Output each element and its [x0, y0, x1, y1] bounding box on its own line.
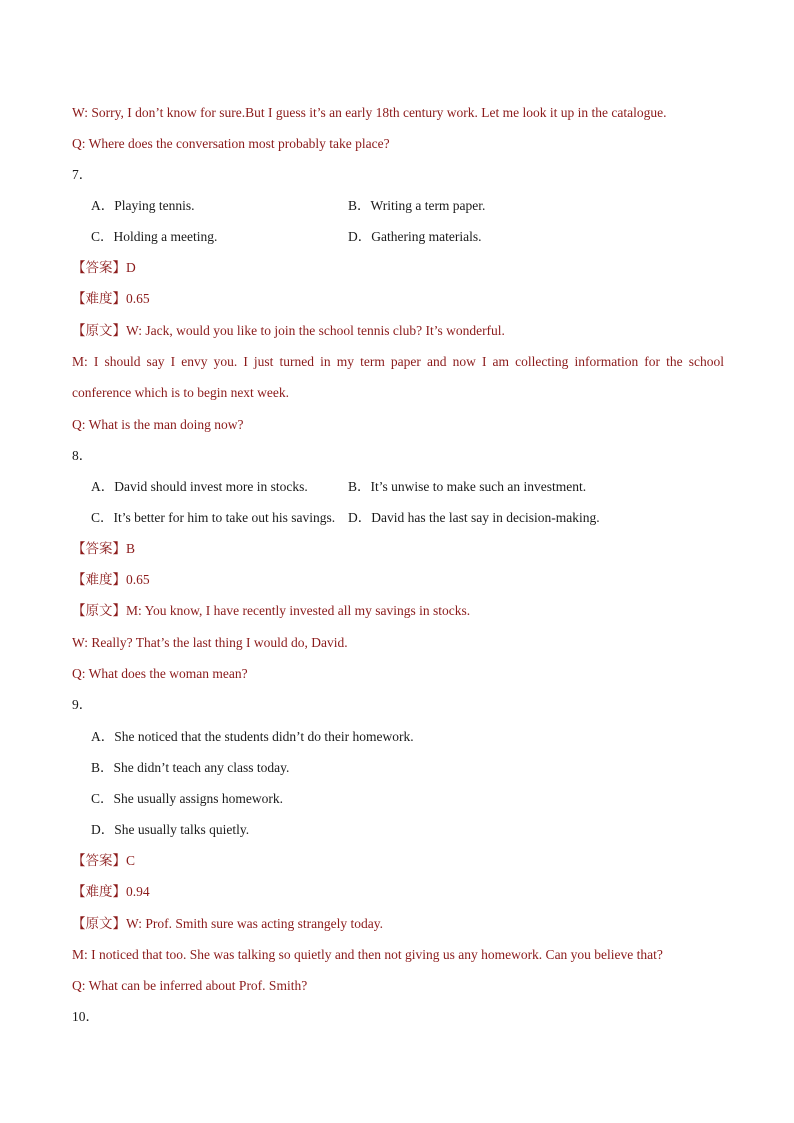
difficulty-value: 0.65 [126, 572, 150, 587]
answer-label: 【答案】 [72, 541, 126, 556]
transcript-label: 【原文】 [72, 916, 126, 931]
q9-man-line: M: I noticed that too. She was talking so quietly and then not giving us any homework. Can you believe that? [72, 947, 663, 962]
q7-answer [72, 259, 724, 277]
q9-option-d: D．She usually talks quietly. [91, 822, 250, 837]
answer-value: B [126, 541, 136, 556]
q8-option-b: B．It’s unwise to make such an investment. [348, 479, 587, 494]
q8-option-d: D．David has the last say in decision-making. [348, 510, 600, 525]
q6-woman-line: W: Sorry, I don’t know for sure.But I guess it’s an early 18th century work. Let me look it up in the catalogue. [72, 105, 667, 120]
q9-number: 9． [72, 697, 93, 712]
q8-option-c: C．It’s better for him to take out his savings. [91, 510, 336, 525]
q7-man-line-1: M: I should say I envy you. I just turned in my term paper and now I am collecting information for the school [72, 354, 724, 369]
q7-option-a: A．Playing tennis. [91, 198, 195, 213]
q9-transcript [72, 915, 724, 933]
q7-number: 7． [72, 167, 93, 182]
answer-label: 【答案】 [72, 853, 126, 868]
q8-transcript [72, 602, 724, 620]
q8-option-a: A．David should invest more in stocks. [91, 479, 308, 494]
difficulty-label: 【难度】 [72, 572, 126, 587]
q9-option-a: A．She noticed that the students didn’t do their homework. [91, 729, 414, 744]
q8-question: Q: What does the woman mean? [72, 666, 248, 681]
q7-option-b: B．Writing a term paper. [348, 198, 486, 213]
q7-transcript [72, 322, 724, 340]
q7-option-c: C．Holding a meeting. [91, 229, 218, 244]
transcript-text: W: Prof. Smith sure was acting strangely today. [126, 916, 383, 931]
transcript-text: M: You know, I have recently invested all my savings in stocks. [126, 603, 471, 618]
transcript-label: 【原文】 [72, 323, 126, 338]
q7-difficulty [72, 290, 724, 308]
q7-man-line-2: conference which is to begin next week. [72, 385, 290, 400]
q9-answer [72, 852, 724, 870]
q9-question: Q: What can be inferred about Prof. Smith? [72, 978, 308, 993]
q9-option-b: B．She didn’t teach any class today. [91, 760, 290, 775]
difficulty-value: 0.65 [126, 291, 150, 306]
difficulty-label: 【难度】 [72, 884, 126, 899]
transcript-label: 【原文】 [72, 603, 126, 618]
q10-number: 10． [72, 1009, 99, 1024]
q8-woman-line: W: Really? That’s the last thing I would do, David. [72, 635, 348, 650]
transcript-text: W: Jack, would you like to join the school tennis club? It’s wonderful. [126, 323, 505, 338]
q6-question: Q: Where does the conversation most probably take place? [72, 136, 390, 151]
q7-question: Q: What is the man doing now? [72, 417, 244, 432]
difficulty-label: 【难度】 [72, 291, 126, 306]
q9-difficulty [72, 883, 724, 901]
q7-option-d: D．Gathering materials. [348, 229, 482, 244]
q8-difficulty [72, 571, 724, 589]
q9-option-c: C．She usually assigns homework. [91, 791, 283, 806]
answer-value: C [126, 853, 136, 868]
answer-value: D [126, 260, 136, 275]
q8-answer [72, 540, 724, 558]
difficulty-value: 0.94 [126, 884, 150, 899]
answer-label: 【答案】 [72, 260, 126, 275]
q8-number: 8． [72, 448, 93, 463]
